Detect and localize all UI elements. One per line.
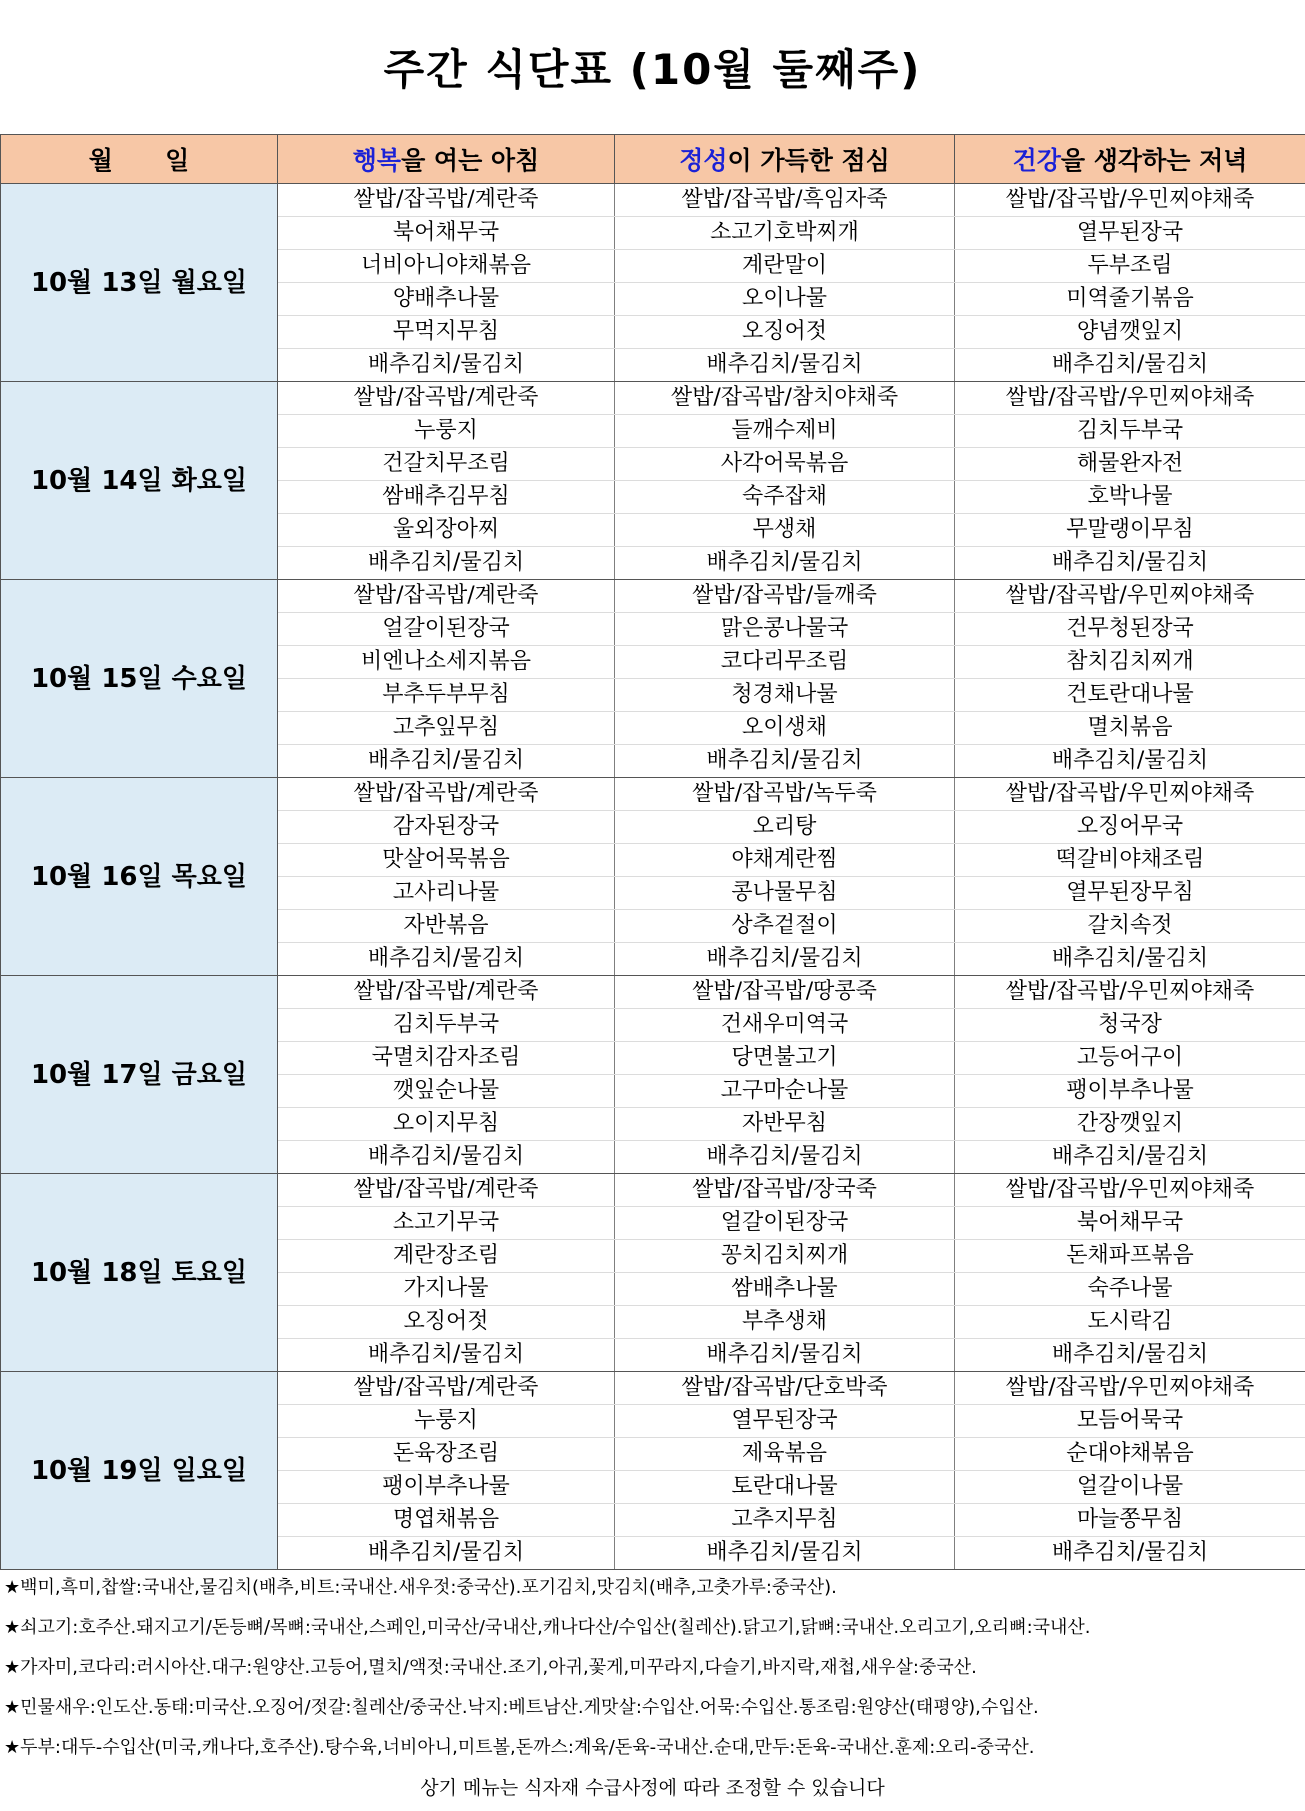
breakfast-item: 비엔나소세지볶음	[278, 646, 615, 679]
breakfast-item: 배추김치/물김치	[278, 1141, 615, 1174]
breakfast-item: 쌀밥/잡곡밥/계란죽	[278, 778, 615, 811]
breakfast-item: 쌀밥/잡곡밥/계란죽	[278, 1174, 615, 1207]
dinner-item: 배추김치/물김치	[955, 943, 1305, 976]
dinner-item: 배추김치/물김치	[955, 349, 1305, 382]
lunch-item: 배추김치/물김치	[615, 547, 955, 580]
lunch-item: 오이생채	[615, 712, 955, 745]
lunch-item: 제육볶음	[615, 1438, 955, 1471]
dinner-item: 배추김치/물김치	[955, 745, 1305, 778]
dinner-item: 참치김치찌개	[955, 646, 1305, 679]
breakfast-item: 쌀밥/잡곡밥/계란죽	[278, 580, 615, 613]
lunch-item: 배추김치/물김치	[615, 1141, 955, 1174]
lunch-item: 쌀밥/잡곡밥/장국죽	[615, 1174, 955, 1207]
lunch-item: 야채계란찜	[615, 844, 955, 877]
dinner-item: 순대야채볶음	[955, 1438, 1305, 1471]
lunch-item: 쌀밥/잡곡밥/참치야채죽	[615, 382, 955, 415]
dinner-item: 건토란대나물	[955, 679, 1305, 712]
breakfast-item: 오이지무침	[278, 1108, 615, 1141]
dinner-item: 배추김치/물김치	[955, 1141, 1305, 1174]
lunch-item: 당면불고기	[615, 1042, 955, 1075]
header-dinner-highlight: 건강	[1012, 146, 1061, 175]
breakfast-item: 명엽채볶음	[278, 1504, 615, 1537]
dinner-item: 떡갈비야채조림	[955, 844, 1305, 877]
header-dinner-text: 을 생각하는 저녁	[1060, 146, 1248, 175]
breakfast-item: 오징어젓	[278, 1306, 615, 1339]
lunch-item: 배추김치/물김치	[615, 745, 955, 778]
header-lunch	[615, 135, 955, 184]
breakfast-item: 무먹지무침	[278, 316, 615, 349]
dinner-item: 김치두부국	[955, 415, 1305, 448]
origin-note: ★가자미,코다리:러시아산.대구:원양산.고등어,멸치/액젓:국내산.조기,아귀,꽃게,미꾸라지,다슬기,바지락,재첩,새우살:중국산.	[4, 1657, 977, 1678]
header-lunch-highlight: 정성	[679, 146, 728, 175]
breakfast-item: 누룽지	[278, 415, 615, 448]
breakfast-item: 깻잎순나물	[278, 1075, 615, 1108]
day-date: 10월 17일 금요일	[1, 976, 278, 1174]
lunch-item: 쌀밥/잡곡밥/녹두죽	[615, 778, 955, 811]
lunch-item: 무생채	[615, 514, 955, 547]
dinner-item: 오징어무국	[955, 811, 1305, 844]
breakfast-item: 팽이부추나물	[278, 1471, 615, 1504]
breakfast-item: 맛살어묵볶음	[278, 844, 615, 877]
menu-row	[1, 1174, 1305, 1207]
dinner-item: 간장깻잎지	[955, 1108, 1305, 1141]
dinner-item: 고등어구이	[955, 1042, 1305, 1075]
breakfast-item: 부추두부무침	[278, 679, 615, 712]
day-date: 10월 14일 화요일	[1, 382, 278, 580]
breakfast-item: 울외장아찌	[278, 514, 615, 547]
header-row	[1, 135, 1305, 184]
breakfast-item: 배추김치/물김치	[278, 745, 615, 778]
breakfast-item: 배추김치/물김치	[278, 349, 615, 382]
lunch-item: 콩나물무침	[615, 877, 955, 910]
lunch-item: 열무된장국	[615, 1405, 955, 1438]
lunch-item: 고구마순나물	[615, 1075, 955, 1108]
header-date: 월 일	[1, 135, 278, 184]
dinner-item: 도시락김	[955, 1306, 1305, 1339]
breakfast-item: 고추잎무침	[278, 712, 615, 745]
page-title: 주간 식단표 (10월 둘째주)	[383, 45, 922, 94]
dinner-item: 무말랭이무침	[955, 514, 1305, 547]
origin-notes	[0, 1568, 1305, 1768]
dinner-item: 배추김치/물김치	[955, 1339, 1305, 1372]
breakfast-item: 건갈치무조림	[278, 448, 615, 481]
lunch-item: 쌈배추나물	[615, 1273, 955, 1306]
breakfast-item: 돈육장조림	[278, 1438, 615, 1471]
lunch-item: 토란대나물	[615, 1471, 955, 1504]
breakfast-item: 양배추나물	[278, 283, 615, 316]
dinner-item: 돈채파프볶음	[955, 1240, 1305, 1273]
lunch-item: 자반무침	[615, 1108, 955, 1141]
dinner-item: 호박나물	[955, 481, 1305, 514]
breakfast-item: 쌈배추김무침	[278, 481, 615, 514]
menu-row	[1, 184, 1305, 217]
breakfast-item: 쌀밥/잡곡밥/계란죽	[278, 382, 615, 415]
dinner-item: 배추김치/물김치	[955, 1537, 1305, 1570]
dinner-item: 쌀밥/잡곡밥/우민찌야채죽	[955, 382, 1305, 415]
breakfast-item: 국멸치감자조림	[278, 1042, 615, 1075]
footer-note: 상기 메뉴는 식자재 수급사정에 따라 조정할 수 있습니다	[420, 1777, 885, 1799]
breakfast-item: 북어채무국	[278, 217, 615, 250]
dinner-item: 쌀밥/잡곡밥/우민찌야채죽	[955, 580, 1305, 613]
lunch-item: 들깨수제비	[615, 415, 955, 448]
day-date: 10월 13일 월요일	[1, 184, 278, 382]
header-dinner	[955, 135, 1305, 184]
dinner-item: 양념깻잎지	[955, 316, 1305, 349]
dinner-item: 건무청된장국	[955, 613, 1305, 646]
lunch-item: 코다리무조림	[615, 646, 955, 679]
lunch-item: 배추김치/물김치	[615, 943, 955, 976]
lunch-item: 쌀밥/잡곡밥/들깨죽	[615, 580, 955, 613]
breakfast-item: 고사리나물	[278, 877, 615, 910]
breakfast-item: 배추김치/물김치	[278, 943, 615, 976]
lunch-item: 계란말이	[615, 250, 955, 283]
lunch-item: 쌀밥/잡곡밥/땅콩죽	[615, 976, 955, 1009]
dinner-item: 열무된장무침	[955, 877, 1305, 910]
title-area	[0, 0, 1305, 134]
breakfast-item: 쌀밥/잡곡밥/계란죽	[278, 184, 615, 217]
dinner-item: 해물완자전	[955, 448, 1305, 481]
dinner-item: 숙주나물	[955, 1273, 1305, 1306]
breakfast-item: 배추김치/물김치	[278, 547, 615, 580]
day-date: 10월 15일 수요일	[1, 580, 278, 778]
dinner-item: 마늘쫑무침	[955, 1504, 1305, 1537]
dinner-item: 열무된장국	[955, 217, 1305, 250]
breakfast-item: 감자된장국	[278, 811, 615, 844]
dinner-item: 쌀밥/잡곡밥/우민찌야채죽	[955, 184, 1305, 217]
dinner-item: 쌀밥/잡곡밥/우민찌야채죽	[955, 976, 1305, 1009]
lunch-item: 숙주잡채	[615, 481, 955, 514]
weekly-menu-table	[0, 134, 1305, 1570]
lunch-item: 부추생채	[615, 1306, 955, 1339]
lunch-item: 오리탕	[615, 811, 955, 844]
dinner-item: 두부조림	[955, 250, 1305, 283]
dinner-item: 미역줄기볶음	[955, 283, 1305, 316]
dinner-item: 모듬어묵국	[955, 1405, 1305, 1438]
lunch-item: 배추김치/물김치	[615, 1537, 955, 1570]
lunch-item: 청경채나물	[615, 679, 955, 712]
header-lunch-text: 이 가득한 점심	[727, 146, 890, 175]
breakfast-item: 소고기무국	[278, 1207, 615, 1240]
breakfast-item: 너비아니야채볶음	[278, 250, 615, 283]
header-breakfast	[278, 135, 615, 184]
lunch-item: 오이나물	[615, 283, 955, 316]
menu-row	[1, 778, 1305, 811]
breakfast-item: 누룽지	[278, 1405, 615, 1438]
origin-note: ★쇠고기:호주산.돼지고기/돈등뼈/목뼈:국내산,스페인,미국산/국내산,캐나다산/수입산(칠레산).닭고기,닭뼈:국내산.오리고기,오리뼈:국내산.	[4, 1617, 1091, 1638]
menu-row	[1, 580, 1305, 613]
lunch-item: 쌀밥/잡곡밥/단호박죽	[615, 1372, 955, 1405]
header-breakfast-highlight: 행복	[352, 146, 402, 175]
dinner-item: 배추김치/물김치	[955, 547, 1305, 580]
dinner-item: 얼갈이나물	[955, 1471, 1305, 1504]
dinner-item: 갈치속젓	[955, 910, 1305, 943]
dinner-item: 쌀밥/잡곡밥/우민찌야채죽	[955, 778, 1305, 811]
dinner-item: 쌀밥/잡곡밥/우민찌야채죽	[955, 1372, 1305, 1405]
dinner-item: 쌀밥/잡곡밥/우민찌야채죽	[955, 1174, 1305, 1207]
breakfast-item: 배추김치/물김치	[278, 1339, 615, 1372]
lunch-item: 사각어묵볶음	[615, 448, 955, 481]
lunch-item: 건새우미역국	[615, 1009, 955, 1042]
breakfast-item: 김치두부국	[278, 1009, 615, 1042]
origin-note: ★백미,흑미,찹쌀:국내산,물김치(배추,비트:국내산.새우젓:중국산).포기김치,맛김치(배추,고춧가루:중국산).	[4, 1577, 837, 1598]
lunch-item: 맑은콩나물국	[615, 613, 955, 646]
lunch-item: 고추지무침	[615, 1504, 955, 1537]
menu-row	[1, 976, 1305, 1009]
breakfast-item: 가지나물	[278, 1273, 615, 1306]
lunch-item: 오징어젓	[615, 316, 955, 349]
dinner-item: 북어채무국	[955, 1207, 1305, 1240]
breakfast-item: 얼갈이된장국	[278, 613, 615, 646]
day-date: 10월 19일 일요일	[1, 1372, 278, 1570]
breakfast-item: 배추김치/물김치	[278, 1537, 615, 1570]
breakfast-item: 자반볶음	[278, 910, 615, 943]
dinner-item: 멸치볶음	[955, 712, 1305, 745]
breakfast-item: 쌀밥/잡곡밥/계란죽	[278, 1372, 615, 1405]
lunch-item: 상추겉절이	[615, 910, 955, 943]
day-date: 10월 16일 목요일	[1, 778, 278, 976]
menu-row	[1, 1372, 1305, 1405]
dinner-item: 팽이부추나물	[955, 1075, 1305, 1108]
origin-note: ★두부:대두-수입산(미국,캐나다,호주산).탕수육,너비아니,미트볼,돈까스:계육/돈육-국내산.순대,만두:돈육-국내산.훈제:오리-중국산.	[4, 1737, 1035, 1758]
lunch-item: 배추김치/물김치	[615, 1339, 955, 1372]
breakfast-item: 계란장조림	[278, 1240, 615, 1273]
lunch-item: 배추김치/물김치	[615, 349, 955, 382]
menu-row	[1, 382, 1305, 415]
origin-note: ★민물새우:인도산.동태:미국산.오징어/젓갈:칠레산/중국산.낙지:베트남산.게맛살:수입산.어묵:수입산.통조림:원양산(태평양),수입산.	[4, 1697, 1039, 1718]
dinner-item: 청국장	[955, 1009, 1305, 1042]
day-date: 10월 18일 토요일	[1, 1174, 278, 1372]
lunch-item: 꽁치김치찌개	[615, 1240, 955, 1273]
header-breakfast-text: 을 여는 아침	[401, 146, 540, 175]
lunch-item: 쌀밥/잡곡밥/흑임자죽	[615, 184, 955, 217]
menu-body	[1, 184, 1305, 1570]
lunch-item: 얼갈이된장국	[615, 1207, 955, 1240]
breakfast-item: 쌀밥/잡곡밥/계란죽	[278, 976, 615, 1009]
lunch-item: 소고기호박찌개	[615, 217, 955, 250]
